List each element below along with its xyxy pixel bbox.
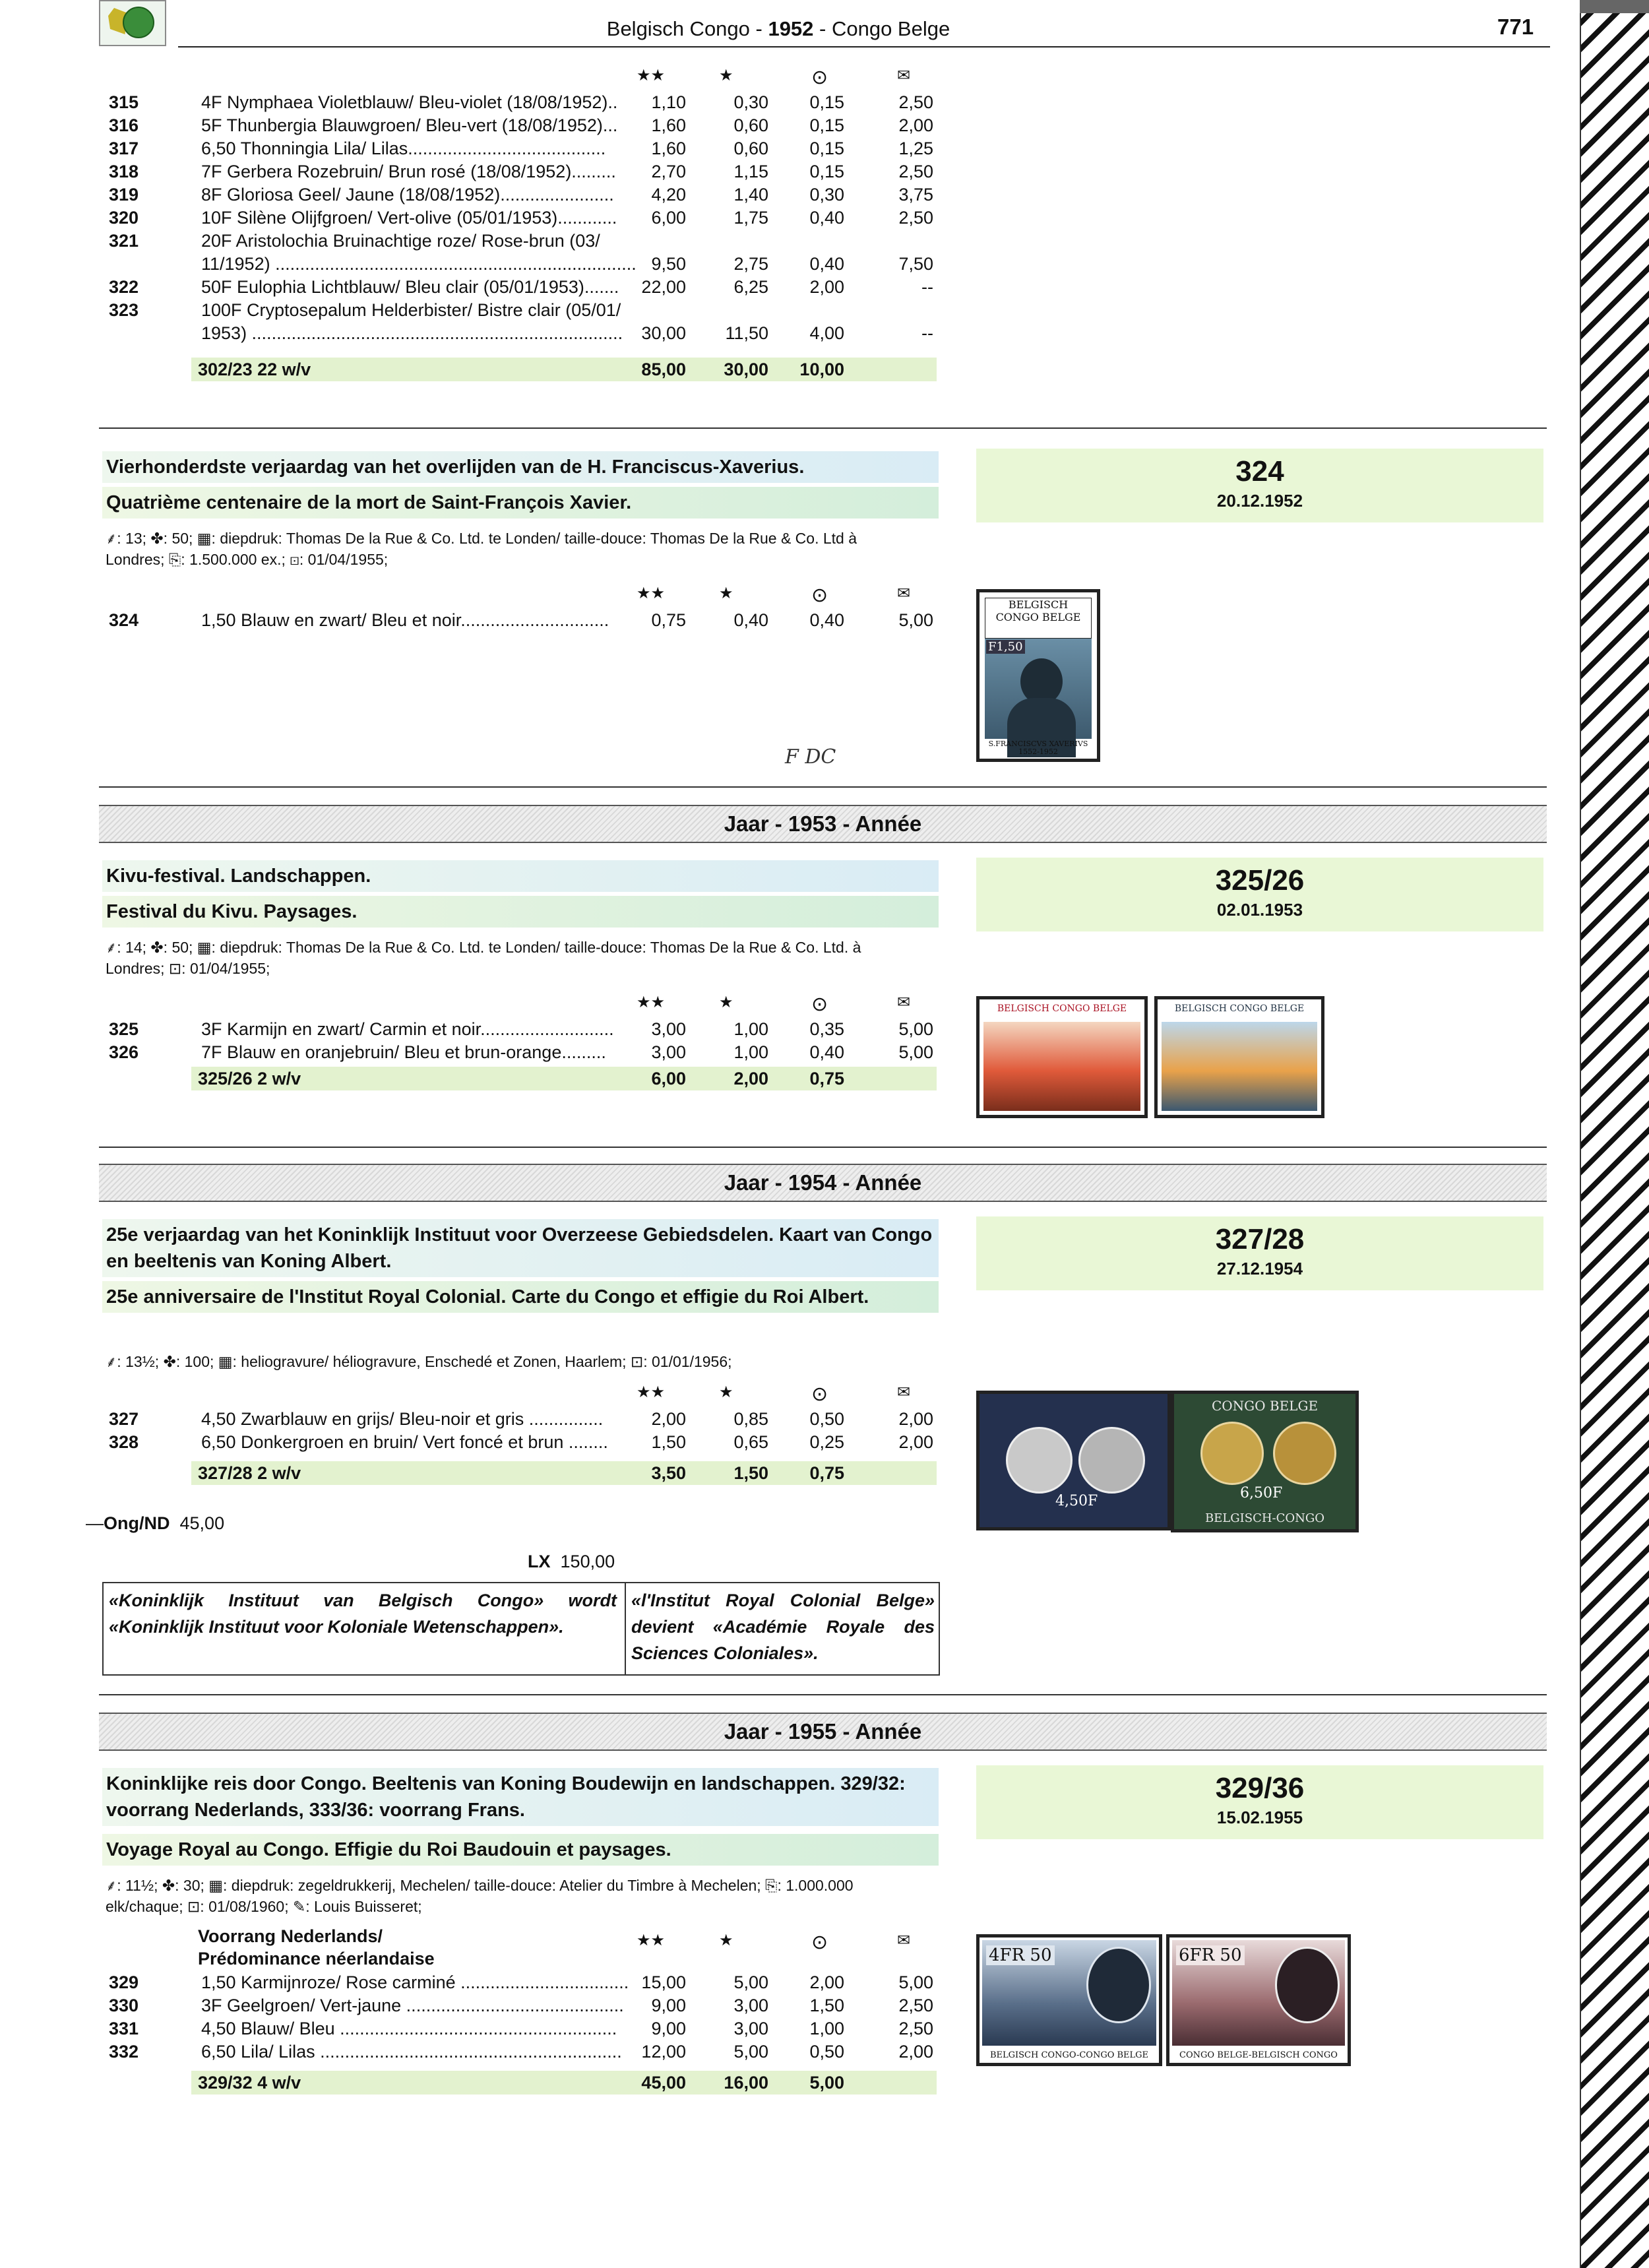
stamp-row	[109, 254, 953, 276]
stamp-description: 100F Cryptosepalum Helderbister/ Bistre clair (05/01/	[201, 300, 621, 320]
stamp-number: 327	[109, 1409, 139, 1429]
mint-never-hinged-icon: ★★	[637, 1932, 666, 1949]
stamp-description: 7F Gerbera Rozebruin/ Brun rosé (18/08/1952).........	[201, 162, 616, 181]
total-mint-nh: 6,00	[651, 1069, 686, 1088]
price-mint: 5,00	[733, 2042, 768, 2062]
price-mint-nh: 1,60	[651, 115, 686, 135]
issue-number: 329/36	[1215, 1772, 1305, 1804]
stamp-row	[109, 1042, 953, 1065]
price-used: 4,00	[809, 323, 844, 343]
stamp-portrait: F1,50	[985, 639, 1092, 739]
stamp-row	[109, 300, 953, 323]
stamp-description: 7F Blauw en oranjebruin/ Bleu et brun-orange.........	[201, 1042, 606, 1062]
price-mint-nh: 0,75	[651, 610, 686, 630]
cover-icon: ✉	[897, 993, 911, 1011]
stamp-description: 6,50 Donkergroen en bruin/ Vert foncé et brun ........	[201, 1432, 608, 1452]
stamp-image-325: BELGISCH CONGO BELGE	[976, 996, 1148, 1118]
issue-box-325	[976, 858, 1543, 931]
price-cover: 7,50	[898, 254, 933, 274]
stamp-number: 331	[109, 2019, 139, 2038]
issue-title-fr: Festival du Kivu. Paysages.	[102, 896, 939, 928]
price-cover: 2,50	[898, 208, 933, 228]
year-header-1953: Jaar - 1953 - Année	[99, 805, 1547, 843]
total-used: 10,00	[799, 360, 844, 379]
stamp-description: 3F Geelgroen/ Vert-jaune ............................................	[201, 1996, 624, 2015]
stamp-row	[109, 1409, 953, 1432]
perforation-icon: ⸙	[106, 1877, 117, 1894]
mint-hinged-icon: ★	[719, 1383, 733, 1401]
used-icon: ⊙	[811, 993, 828, 1015]
stamp-description: 4F Nymphaea Violetblauw/ Bleu-violet (18/08/1952)..	[201, 92, 618, 112]
stamp-number: 318	[109, 162, 139, 181]
stamp-description: 6,50 Lila/ Lilas .............................................................	[201, 2042, 622, 2062]
stamp-number: 326	[109, 1042, 139, 1062]
stamp-number: 319	[109, 185, 139, 205]
price-used: 0,15	[809, 92, 844, 112]
price-mint: 1,00	[733, 1019, 768, 1039]
mint-hinged-icon: ★	[719, 67, 733, 84]
used-icon: ⊙	[811, 1383, 828, 1405]
price-used: 0,25	[809, 1432, 844, 1452]
stamp-number: 323	[109, 300, 139, 320]
set-total-label: 325/26 2 w/v	[198, 1069, 301, 1088]
mint-never-hinged-icon: ★★	[637, 993, 666, 1011]
section-separator	[99, 1694, 1547, 1695]
stamp-row	[109, 1019, 953, 1042]
price-used: 0,50	[809, 2042, 844, 2062]
price-used: 0,40	[809, 610, 844, 630]
price-mint-nh: 1,10	[651, 92, 686, 112]
price-used: 0,15	[809, 115, 844, 135]
price-mint: 2,75	[733, 254, 768, 274]
total-mint: 2,00	[733, 1069, 768, 1088]
note-box	[102, 1582, 940, 1676]
total-mint: 30,00	[724, 360, 768, 379]
lx-line: LX 150,00	[528, 1552, 615, 1571]
page-header-title: Belgisch Congo - 1952 - Congo Belge	[606, 17, 950, 40]
stamp-row	[109, 1972, 953, 1995]
issue-date: 20.12.1952	[1216, 491, 1303, 511]
price-used: 1,00	[809, 2019, 844, 2038]
page-number: 771	[1497, 15, 1534, 39]
stamp-number: 324	[109, 610, 139, 630]
price-mint: 1,15	[733, 162, 768, 181]
mint-never-hinged-icon: ★★	[637, 67, 666, 84]
issue-number: 327/28	[1215, 1223, 1305, 1255]
stamp-image-330: 6FR 50 CONGO BELGE-BELGISCH CONGO	[1166, 1934, 1351, 2066]
issue-meta: ⸙: 13½; ✤: 100; ▦: heliogravure/ héliogravure, Enschedé et Zonen, Haarlem; ⊡: 01/01/1956;	[106, 1353, 732, 1370]
stamp-row	[109, 2042, 953, 2064]
price-cover: 3,75	[898, 185, 933, 205]
stamp-number: 322	[109, 277, 139, 297]
total-used: 0,75	[809, 1069, 844, 1088]
mint-hinged-icon: ★	[719, 993, 733, 1011]
stamp-description: 11/1952) .........................................................................	[201, 254, 637, 274]
price-used: 0,50	[809, 1409, 844, 1429]
used-icon: ⊙	[811, 584, 828, 606]
stamp-description: 50F Eulophia Lichtblauw/ Bleu clair (05/01/1953).......	[201, 277, 619, 297]
stamp-row	[109, 277, 953, 299]
stamp-description: 4,50 Blauw/ Bleu ........................................................	[201, 2019, 617, 2038]
set-total-label: 302/23 22 w/v	[198, 360, 311, 379]
price-cover: 2,00	[898, 2042, 933, 2062]
page-edge-hatch	[1580, 0, 1649, 2268]
stamp-number: 321	[109, 231, 139, 251]
issue-title-nl: Vierhonderdste verjaardag van het overlijden van de H. Franciscus-Xaverius.	[102, 451, 939, 483]
stamp-number: 317	[109, 139, 139, 158]
issue-title-nl: Koninklijke reis door Congo. Beeltenis van Koning Boudewijn en landschappen. 329/32: voorrang Nederlands, 333/36: voorrang Frans.	[102, 1768, 939, 1826]
perforation-icon: ⸙	[106, 939, 117, 956]
price-mint: 0,60	[733, 139, 768, 158]
price-mint: 11,50	[725, 323, 768, 343]
price-mint-nh: 15,00	[641, 1972, 686, 1992]
price-mint-nh: 9,00	[651, 2019, 686, 2038]
price-cover: 2,00	[898, 1432, 933, 1452]
stamp-row	[109, 1996, 953, 2018]
language-subhead: Voorrang Nederlands/ Prédominance néerlandaise	[198, 1926, 435, 1969]
section-separator	[99, 1147, 1547, 1148]
price-mint: 0,65	[733, 1432, 768, 1452]
total-used: 0,75	[809, 1463, 844, 1483]
stamp-row	[109, 323, 953, 346]
stamp-row	[109, 2019, 953, 2041]
mint-hinged-icon: ★	[719, 584, 733, 602]
total-mint: 16,00	[724, 2073, 768, 2093]
year-header-1954: Jaar - 1954 - Année	[99, 1164, 1547, 1202]
issue-title-fr: 25e anniversaire de l'Institut Royal Colonial. Carte du Congo et effigie du Roi Albert.	[102, 1281, 939, 1313]
stamp-row	[109, 162, 953, 184]
cover-icon: ✉	[897, 1383, 911, 1401]
stamp-row	[109, 208, 953, 230]
price-mint-nh: 22,00	[641, 277, 686, 297]
stamp-number: 329	[109, 1972, 139, 1992]
issue-title-fr: Voyage Royal au Congo. Effigie du Roi Baudouin et paysages.	[102, 1834, 939, 1866]
stamp-number: 315	[109, 92, 139, 112]
stamp-row	[109, 139, 953, 161]
header-rule	[178, 46, 1550, 47]
stamp-description: 20F Aristolochia Bruinachtige roze/ Rose-brun (03/	[201, 231, 600, 251]
price-cover: 2,00	[898, 115, 933, 135]
price-mint: 0,30	[733, 92, 768, 112]
price-cover: 2,50	[898, 2019, 933, 2038]
issue-title-nl: Kivu-festival. Landschappen.	[102, 860, 939, 892]
price-cover: 5,00	[898, 1972, 933, 1992]
price-mint-nh: 12,00	[641, 2042, 686, 2062]
cover-icon: ✉	[897, 1932, 911, 1949]
used-icon: ⊙	[811, 1932, 828, 1953]
stamp-description: 5F Thunbergia Blauwgroen/ Bleu-vert (18/08/1952)...	[201, 115, 618, 135]
stamp-description: 8F Gloriosa Geel/ Jaune (18/08/1952).......................	[201, 185, 614, 205]
price-mint: 3,00	[733, 1996, 768, 2015]
price-mint: 0,40	[733, 610, 768, 630]
price-cover: 2,50	[898, 162, 933, 181]
stamp-image-326: BELGISCH CONGO BELGE	[1154, 996, 1324, 1118]
issue-box-329	[976, 1765, 1543, 1839]
price-mint: 1,00	[733, 1042, 768, 1062]
price-used: 2,00	[809, 277, 844, 297]
issue-number: 324	[1235, 455, 1284, 488]
stamp-description: 6,50 Thonningia Lila/ Lilas........................................	[201, 139, 606, 158]
issue-date: 02.01.1953	[1216, 900, 1303, 920]
stamp-number: 328	[109, 1432, 139, 1452]
stamp-number: 330	[109, 1996, 139, 2015]
price-mint-nh: 1,60	[651, 139, 686, 158]
issue-meta: ⸙: 13; ✤: 50; ▦: diepdruk: Thomas De la Rue & Co. Ltd. te Londen/ taille-douce: Thomas De la Rue & Co. Ltd à Londres; ⎘: 1.500.000 ex.; ⊡: 01/04/1955;	[106, 530, 857, 568]
stamp-number: 316	[109, 115, 139, 135]
price-used: 0,40	[809, 1042, 844, 1062]
set-total-label: 329/32 4 w/v	[198, 2073, 301, 2093]
stamp-description: 1953) ...........................................................................	[201, 323, 623, 343]
price-mint-nh: 3,00	[651, 1042, 686, 1062]
total-mint: 1,50	[733, 1463, 768, 1483]
ong-line: —Ong/ND 45,00	[86, 1513, 225, 1533]
section-separator	[99, 786, 1547, 788]
price-mint-nh: 2,00	[651, 1409, 686, 1429]
price-mint: 6,25	[733, 277, 768, 297]
used-icon: ⊙	[811, 67, 828, 88]
stamp-number: 325	[109, 1019, 139, 1039]
price-cover: 5,00	[898, 1019, 933, 1039]
price-mint: 3,00	[733, 2019, 768, 2038]
price-used: 1,50	[809, 1996, 844, 2015]
stamp-row	[109, 115, 953, 138]
stamp-description: 4,50 Zwarblauw en grijs/ Bleu-noir et gris ...............	[201, 1409, 604, 1429]
mint-never-hinged-icon: ★★	[637, 584, 666, 602]
stamp-description: 1,50 Karmijnroze/ Rose carminé ..................................	[201, 1972, 629, 1992]
price-used: 0,15	[809, 139, 844, 158]
issue-meta: ⸙: 14; ✤: 50; ▦: diepdruk: Thomas De la Rue & Co. Ltd. te Londen/ taille-douce: Thomas De la Rue & Co. Ltd. à Londres; ⊡: 01/04/1955;	[106, 939, 861, 977]
price-mint-nh: 9,50	[651, 254, 686, 274]
total-mint-nh: 85,00	[641, 360, 686, 379]
stamp-image-327: 4,50F	[976, 1391, 1171, 1530]
issue-number: 325/26	[1215, 864, 1305, 897]
price-mint: 0,85	[733, 1409, 768, 1429]
issue-box-327	[976, 1216, 1543, 1290]
price-cover: 2,00	[898, 1409, 933, 1429]
price-used: 0,40	[809, 254, 844, 274]
stamp-number: 320	[109, 208, 139, 228]
cover-icon: ✉	[897, 67, 911, 84]
page-edge-top	[1580, 0, 1649, 13]
note-nl: «Koninklijk Instituut van Belgisch Congo» wordt «Koninklijk Instituut voor Koloniale Wetenschappen».	[109, 1591, 617, 1637]
stamp-image-324: BELGISCH CONGO BELGE F1,50 S.FRANCISCVS XAVERIVS 1552-1952	[976, 589, 1100, 762]
stamp-row	[109, 92, 953, 115]
total-mint-nh: 3,50	[651, 1463, 686, 1483]
price-cover: --	[921, 323, 933, 343]
price-used: 0,30	[809, 185, 844, 205]
issue-title-fr: Quatrième centenaire de la mort de Saint-François Xavier.	[102, 487, 939, 519]
stamp-number: 332	[109, 2042, 139, 2062]
cover-icon: ✉	[897, 584, 911, 602]
stamp-description: 10F Silène Olijfgroen/ Vert-olive (05/01/1953)............	[201, 208, 617, 228]
price-mint-nh: 6,00	[651, 208, 686, 228]
stamp-description: 1,50 Blauw en zwart/ Bleu et noir..............................	[201, 610, 609, 630]
price-used: 0,35	[809, 1019, 844, 1039]
issue-meta: ⸙: 11½; ✤: 30; ▦: diepdruk: zegeldrukkerij, Mechelen/ taille-douce: Atelier du Timbre à Mechelen; ⎘: 1.000.000 elk/chaque; ⊡: 01/08/1960; ✎: Louis Buisseret;	[106, 1877, 854, 1915]
price-mint: 5,00	[733, 1972, 768, 1992]
handwritten-note: F DC	[785, 745, 836, 769]
price-cover: 2,50	[898, 1996, 933, 2015]
total-used: 5,00	[809, 2073, 844, 2093]
price-used: 2,00	[809, 1972, 844, 1992]
stamp-row	[109, 610, 953, 633]
price-mint-nh: 1,50	[651, 1432, 686, 1452]
mint-hinged-icon: ★	[719, 1932, 733, 1949]
price-mint-nh: 4,20	[651, 185, 686, 205]
issue-title-nl: 25e verjaardag van het Koninklijk Instituut voor Overzeese Gebiedsdelen. Kaart van Congo en beeltenis van Koning Albert.	[102, 1219, 939, 1277]
stamp-image-329: 4FR 50 BELGISCH CONGO-CONGO BELGE	[976, 1934, 1162, 2066]
price-mint-nh: 3,00	[651, 1019, 686, 1039]
issue-date: 15.02.1955	[1216, 1808, 1303, 1827]
price-mint-nh: 2,70	[651, 162, 686, 181]
set-total-label: 327/28 2 w/v	[198, 1463, 301, 1483]
year-header-1955: Jaar - 1955 - Année	[99, 1713, 1547, 1751]
total-mint-nh: 45,00	[641, 2073, 686, 2093]
price-cover: 2,50	[898, 92, 933, 112]
price-mint-nh: 30,00	[641, 323, 686, 343]
price-mint: 0,60	[733, 115, 768, 135]
stamp-row	[109, 185, 953, 207]
issue-date: 27.12.1954	[1216, 1259, 1303, 1278]
stamp-image-328: CONGO BELGE 6,50F BELGISCH-CONGO	[1171, 1391, 1359, 1532]
price-mint: 1,75	[733, 208, 768, 228]
price-mint: 1,40	[733, 185, 768, 205]
stamp-row	[109, 1432, 953, 1455]
mint-never-hinged-icon: ★★	[637, 1383, 666, 1401]
stamp-frame-text: BELGISCH CONGO BELGE	[985, 598, 1092, 639]
price-cover: 5,00	[898, 610, 933, 630]
stamp-description: 3F Karmijn en zwart/ Carmin et noir...........................	[201, 1019, 614, 1039]
price-cover: 5,00	[898, 1042, 933, 1062]
price-cover: --	[921, 277, 933, 297]
perforation-icon: ⸙	[106, 1353, 117, 1370]
perforation-icon: ⸙	[106, 530, 117, 547]
note-fr: «l'Institut Royal Colonial Belge» devient «Académie Royale des Sciences Coloniales».	[631, 1591, 935, 1663]
price-mint-nh: 9,00	[651, 1996, 686, 2015]
stamp-row	[109, 231, 953, 253]
issue-box-324	[976, 449, 1543, 522]
price-used: 0,40	[809, 208, 844, 228]
price-used: 0,15	[809, 162, 844, 181]
section-separator	[99, 427, 1547, 429]
price-cover: 1,25	[898, 139, 933, 158]
